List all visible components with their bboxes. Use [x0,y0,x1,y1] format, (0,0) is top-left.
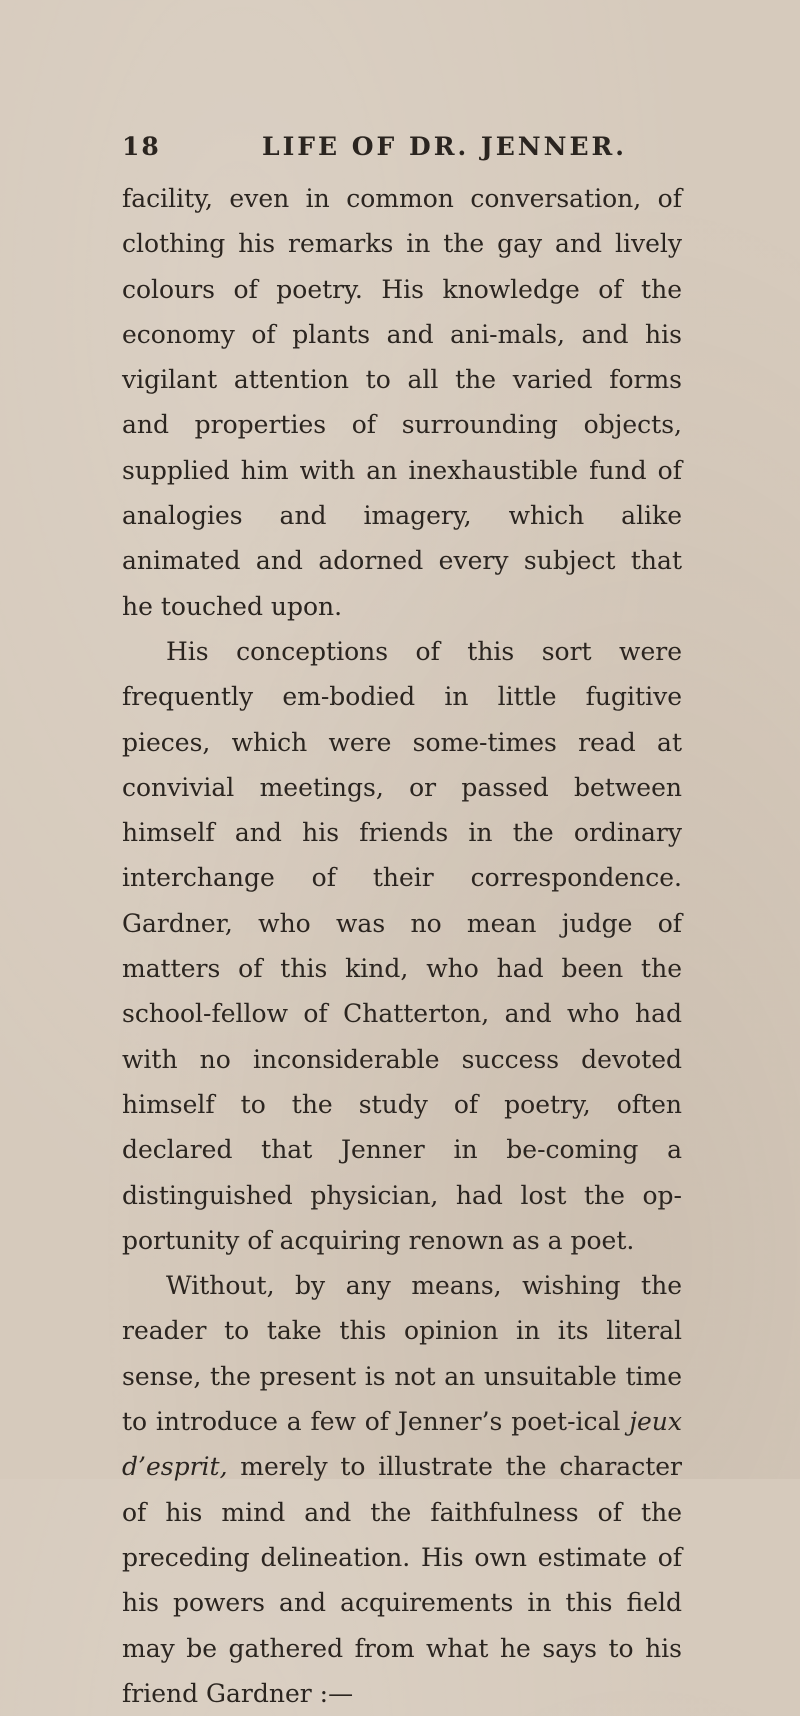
paragraph-3-part-2: merely to illustrate the character of his mind and the faithfulness of the preceding delineation. His own estimate of his powers and acquirements in this field may be gathered from what he says to his friend Gardner :— [122,1452,682,1708]
running-title: LIFE OF DR. JENNER. [262,132,627,161]
paragraph-3 [122,1263,682,1716]
page-number: 18 [122,132,161,161]
body-text [122,176,682,1716]
italic-phrase: jeux d’esprit, [122,1407,682,1482]
page-header [122,132,682,168]
paragraph-2: His conceptions of this sort were frequently em-bodied in little fugitive pieces, which were some-times read at convivial meetings, or passed between himself and his friends in the ordinary interchange of their correspondence. Gardner, who was no mean judge of matters of this kind, who had been the school-fellow of Chatterton, and who had with no inconsiderable success devoted himself to the study of poetry, often declared that Jenner in be-coming a distinguished physician, had lost the op-portunity of acquiring renown as a poet. [122,636,682,1255]
paragraph-3-part-1: Without, by any means, wishing the reader to take this opinion in its literal sense, the present is not an unsuitable time to introduce a few of Jenner’s poet-ical [122,1271,682,1437]
paragraph-1: facility, even in common conversation, of clothing his remarks in the gay and lively colours of poetry. His knowledge of the economy of plants and ani-mals, and his vigilant attention to all the varied forms and properties of surrounding objects, supplied him with an inexhaustible fund of analogies and imagery, which alike animated and adorned every subject that he touched upon. [122,184,682,621]
